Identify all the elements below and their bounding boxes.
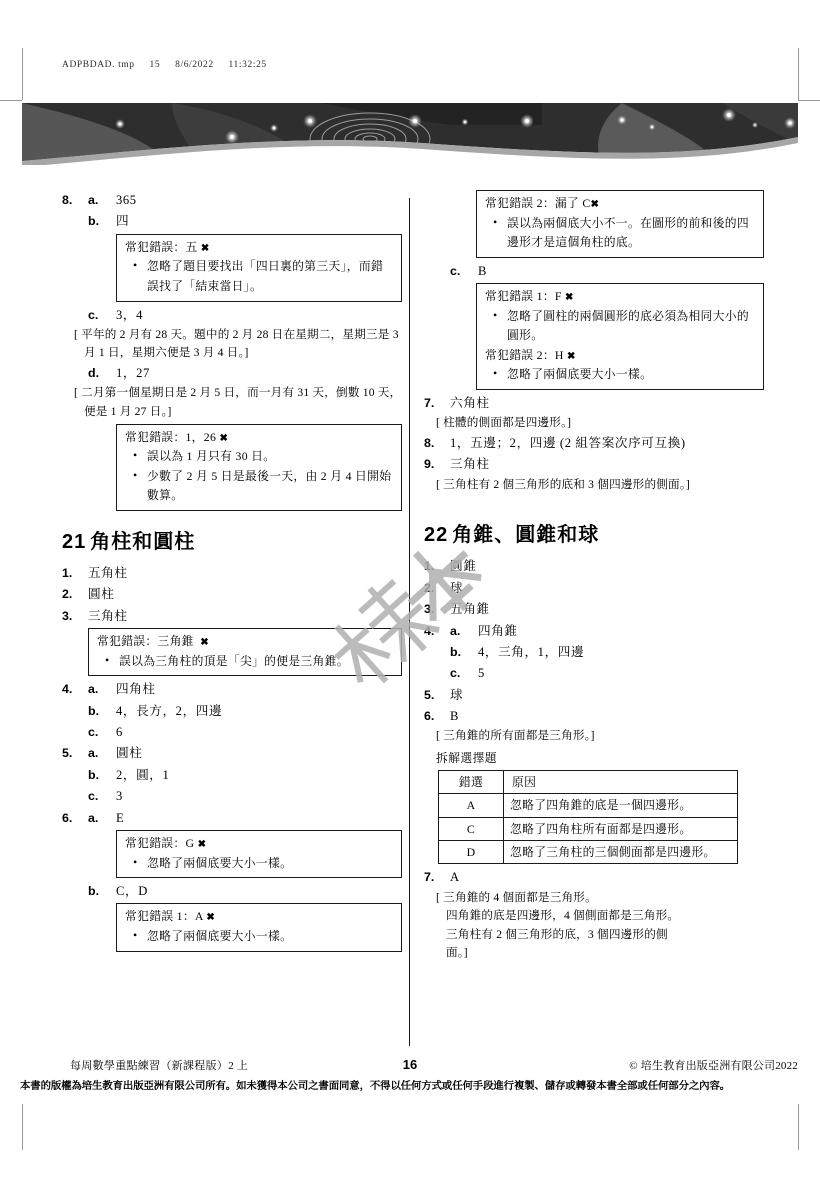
list-item: • 忽略了兩個底要大小一樣。 [507,365,755,385]
column-header-wrong-choice: 錯選 [439,771,504,794]
common-mistake-box [476,283,764,390]
explanation-note [424,476,764,495]
item-answer: 圓錐 [450,559,477,574]
mistake-bullet-list [97,652,393,672]
item-answer: C，D [116,884,148,899]
list-item [424,685,764,705]
item-sub-label: c. [88,307,99,322]
list-item [62,584,402,604]
list-item [62,881,402,901]
mistake-box-title [125,238,393,258]
item-number: 6. [424,709,435,724]
list-item [62,363,402,383]
explanation-text: [ 柱體的側面都是四邊形。] [436,416,572,430]
item-answer: 365 [116,193,137,207]
item-number: 4. [424,623,435,638]
explanation-text: [ 二月第一個星期日是 2 月 5 日，而一月有 31 天，倒數 10 天，便是 1 月 27 日。] [74,386,402,418]
crop-mark-top-left-horizontal [0,100,22,101]
item-answer: 四角錐 [478,623,518,638]
item-answer: 球 [450,580,464,595]
page-content [0,190,820,1060]
item-answer: 圓柱 [116,746,143,761]
item-sub-label: b. [450,644,462,659]
mistake-bullet-list [125,927,393,947]
cross-mark-icon: ✖ [197,838,207,850]
list-item: • 忽略了兩個底要大小一樣。 [147,854,393,874]
list-item: • 忽略了兩個底要大小一樣。 [147,927,393,947]
section-heading-21 [62,529,402,555]
cross-mark-icon: ✖ [200,637,209,648]
section-number: 21 [62,530,87,553]
list-item [62,563,402,583]
table-header-row [439,771,738,794]
list-item [424,433,764,453]
item-number: 5. [62,746,73,761]
list-item [62,211,402,231]
mistake-box-wrapper [424,190,764,258]
mistake-box-wrapper [62,830,402,878]
crop-mark-top-right-vertical [798,48,799,100]
explanation-note [62,384,402,421]
mistake-box-title [485,346,755,366]
item-sub-label: a. [88,810,99,825]
item-number: 1. [424,559,435,574]
explanation-note [62,326,402,363]
item-answer: 六角柱 [450,396,490,411]
mistake-box-title [125,428,393,448]
footer-copyright-notice: 本書的版權為培生教育出版亞洲有限公司所有。如未獲得本公司之書面同意，不得以任何方式或任何手段進行複製、儲存或轉發本書全部或任何部分之內容。 [20,1081,731,1092]
cross-mark-icon: ✖ [590,199,600,210]
item-answer: 四角柱 [116,682,156,697]
cell-choice: C [439,817,504,840]
explanation-text: [ 三角錐的所有面都是三角形。] [436,729,595,743]
mistake-box-title [485,194,755,214]
mistake-bullet-list [125,854,393,874]
list-item [424,454,764,474]
list-item [424,663,764,683]
wrong-choice-table [438,770,738,864]
item-number: 5. [424,687,435,702]
list-item [62,765,402,785]
explanation-text: [ 三角柱有 2 個三角形的底和 3 個四邊形的側面。] [436,477,690,491]
list-item [424,706,764,726]
table-row [439,840,738,863]
cross-mark-icon: ✖ [206,912,216,924]
common-mistake-box [116,903,402,951]
footer-book-title: 每周數學重點練習（新課程版）2 上 [70,1060,249,1072]
common-mistake-box [116,424,402,511]
list-item [62,786,402,806]
mistake-box-wrapper [62,424,402,511]
item-answer: 5 [478,666,485,681]
crop-mark-bottom-left-vertical [22,1104,23,1150]
list-item: • 少數了 2 月 5 日是最後一天，由 2 月 4 日開始數算。 [147,467,393,506]
item-answer: 4，長方，2，四邊 [116,703,223,718]
item-sub-label: d. [88,366,100,381]
item-answer: 6 [116,724,123,739]
mistake-box-wrapper [62,903,402,951]
mistake-bullet-list [485,365,755,385]
item-answer: 三角柱 [450,457,490,472]
mistake-box-title [125,834,393,854]
mistake-bullet-list [485,307,755,346]
column-divider [409,198,410,1046]
explanation-text: 四角錐的底是四邊形，4 個側面都是三角形。 [446,909,680,923]
item-answer: 3 [116,789,123,804]
list-item [424,578,764,598]
item-sub-label: b. [88,884,100,899]
item-number: 8. [62,193,73,207]
item-sub-label: c. [88,789,99,804]
item-number: 4. [62,682,73,697]
cell-choice: D [439,840,504,863]
item-sub-label: a. [88,746,99,761]
item-answer: 3，4 [116,307,143,322]
explanation-text: [ 三角錐的 4 個面都是三角形。 [436,890,597,904]
item-answer: 圓柱 [88,587,115,602]
item-number: 7. [424,396,435,411]
section-title: 角錐、圓錐和球 [452,524,600,547]
mistake-bullet-list [125,447,393,506]
item-number: 2. [62,587,73,602]
list-item [424,642,764,662]
list-item [424,261,764,281]
item-answer: B [478,263,487,278]
explanation-text: 面。] [446,946,468,960]
section-heading-22 [424,522,764,548]
item-sub-label: c. [88,724,99,739]
list-item [424,867,764,887]
list-item [62,808,402,828]
section-number: 22 [424,524,449,547]
page-footer [0,1057,820,1092]
item-answer: 1，27 [116,366,150,381]
item-number: 2. [424,580,435,595]
right-column [424,190,764,963]
cross-mark-icon: ✖ [219,432,229,444]
list-item [424,599,764,619]
item-number: 3. [424,602,435,617]
mistake-title-text: 常犯錯誤：1，26 [125,429,217,444]
mistake-bullet-list [125,257,393,296]
list-item [62,701,402,721]
explanation-note [424,727,764,746]
item-answer: B [450,709,459,724]
mistake-title-text: 常犯錯誤：五 [125,239,198,254]
list-item: • 忽略了題目要找出「四日裏的第三天」，而錯誤找了「結束當日」。 [147,257,393,296]
cell-choice: A [439,794,504,817]
cross-mark-icon: ✖ [200,242,210,254]
table-caption: 拆解選擇題 [436,751,497,765]
list-item [62,190,402,210]
mistake-box-title [485,287,755,307]
item-sub-label: b. [88,767,100,782]
item-answer: 2，圓，1 [116,767,170,782]
item-sub-label: b. [88,703,100,718]
common-mistake-box [116,234,402,302]
crop-mark-top-right-horizontal [798,100,820,101]
mistake-title-text: 常犯錯誤：G [125,835,195,850]
cell-reason: 忽略了四角柱所有面都是四邊形。 [504,817,738,840]
mistake-title-text: 常犯錯誤 2：H [485,347,564,362]
common-mistake-box [88,628,402,676]
item-answer: 五角錐 [450,602,490,617]
list-item [62,743,402,763]
list-item: • 忽略了圓柱的兩個圓形的底必須為相同大小的圓形。 [507,307,755,346]
cell-reason: 忽略了三角柱的三個側面都是四邊形。 [504,840,738,863]
list-item: • 誤以為 1 月只有 30 日。 [147,447,393,467]
common-mistake-box [116,830,402,878]
column-header-reason: 原因 [504,771,738,794]
mistake-box-title [97,632,393,652]
item-sub-label: a. [450,623,461,638]
list-item: • 誤以為兩個底大小不一。在圖形的前和後的四邊形才是這個角柱的底。 [507,214,755,253]
explanation-note [424,889,764,963]
crop-mark-bottom-right-vertical [798,1104,799,1150]
list-item [62,606,402,626]
list-item [424,621,764,641]
explanation-text: 三角柱有 2 個三角形的底，3 個四邊形的側 [446,927,668,941]
item-number: 6. [62,810,73,825]
footer-page-number: 16 [402,1057,418,1072]
mistake-box-title [125,907,393,927]
list-item [62,679,402,699]
mistake-box-wrapper [62,628,402,676]
table-row [439,794,738,817]
item-answer: A [450,870,460,885]
item-number: 3. [62,608,73,623]
mistake-title-text: 常犯錯誤：三角錐 [97,634,194,648]
crop-mark-top-left-vertical [22,48,23,100]
item-sub-label: a. [88,193,99,207]
mistake-box-wrapper [424,283,764,390]
item-answer: 三角柱 [88,608,128,623]
cell-reason: 忽略了四角錐的底是一個四邊形。 [504,794,738,817]
mistake-box-wrapper [62,234,402,302]
item-answer: 五角柱 [88,565,128,580]
list-item [424,556,764,576]
item-answer: 1，五邊；2，四邊 (2 組答案次序可互換) [450,436,686,450]
list-item [62,305,402,325]
item-number: 9. [424,457,435,472]
print-slug-line: ADPBDAD. tmp 15 8/6/2022 11:32:25 [62,60,267,70]
item-answer: E [116,810,125,825]
common-mistake-box [476,190,764,258]
footer-publisher: © 培生教育出版亞洲有限公司2022 [629,1060,798,1072]
item-number: 1. [62,565,73,580]
cross-mark-icon: ✖ [567,350,576,362]
item-number: 8. [424,436,435,450]
item-sub-label: b. [88,214,100,229]
item-sub-label: c. [450,263,461,278]
mistake-title-text: 常犯錯誤 1：A [125,909,204,924]
table-row [439,817,738,840]
item-sub-label: c. [450,666,461,681]
explanation-note [424,414,764,433]
mistake-bullet-list [485,214,755,253]
item-answer: 球 [450,687,464,702]
item-answer: 4，三角，1，四邊 [478,644,585,659]
cross-mark-icon: ✖ [565,292,574,304]
mistake-title-text: 常犯錯誤 1：F [485,289,562,304]
list-item: • 誤以為三角柱的頂是「尖」的便是三角錐。 [119,652,393,672]
footer-main-row [0,1057,820,1075]
explanation-text: [ 平年的 2 月有 28 天。題中的 2 月 28 日在星期二，星期三是 3 月 1 日，星期六便是 3 月 4 日。] [74,327,399,360]
item-number: 7. [424,870,435,885]
list-item [62,722,402,742]
list-item [424,393,764,413]
left-column [62,190,402,955]
item-answer: 四 [116,214,130,229]
item-sub-label: a. [88,682,99,697]
mistake-title-text: 常犯錯誤 2：漏了 C [485,196,591,210]
section-title: 角柱和圓柱 [90,530,196,553]
decorative-header-banner [22,103,798,165]
